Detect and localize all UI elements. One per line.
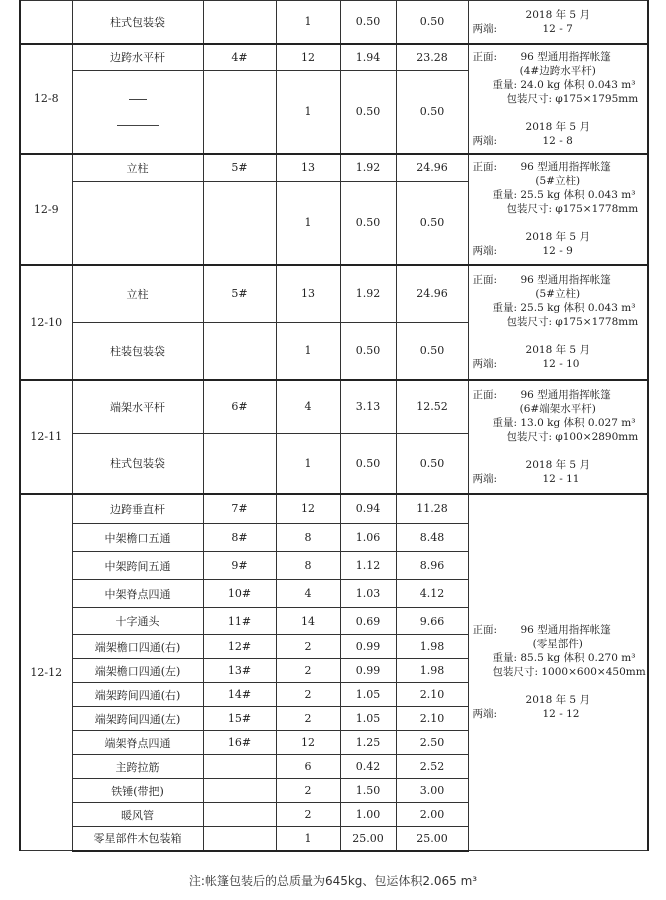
total-weight-cell: 24.96: [396, 154, 468, 182]
table-row: [20, 1, 648, 44]
label-info-cell: [468, 380, 648, 494]
unit-weight-cell: 0.50: [340, 323, 396, 380]
qty-cell: 2: [276, 707, 340, 731]
part-no-cell: [203, 323, 276, 380]
label-weight: 重量: 24.0 kg 体积 0.043 m³: [492, 78, 636, 91]
qty-cell: 13: [276, 154, 340, 182]
group-code-cell: 12-11: [20, 380, 72, 494]
total-weight-cell: 8.48: [396, 524, 468, 552]
label-info-cell: [468, 44, 648, 154]
label-size: 包装尺寸: φ175×1778mm: [506, 203, 639, 215]
footnote: 注:帐篷包装后的总质量为645kg、包运体积2.065 m³: [188, 874, 478, 888]
part-no-cell: 6#: [203, 380, 276, 434]
label-info-cell: [468, 154, 648, 265]
packing-list-table: [19, 0, 649, 852]
part-name-cell: [72, 71, 203, 154]
qty-cell: 2: [276, 779, 340, 803]
qty-cell: 4: [276, 380, 340, 434]
part-name-cell: 端架檐口四通(左): [72, 659, 203, 683]
total-weight-cell: 2.10: [396, 683, 468, 707]
qty-cell: 13: [276, 265, 340, 323]
part-no-cell: 5#: [203, 154, 276, 182]
unit-weight-cell: 1.00: [340, 803, 396, 827]
label-date: 2018 年 5 月: [525, 344, 590, 356]
qty-cell: 2: [276, 803, 340, 827]
qty-cell: 8: [276, 552, 340, 580]
qty-cell: 2: [276, 659, 340, 683]
group-code-cell: 12-9: [20, 154, 72, 265]
qty-cell: 1: [276, 1, 340, 44]
total-weight-cell: 23.28: [396, 44, 468, 71]
part-name-cell: 柱式包装袋: [72, 434, 203, 494]
part-name-cell: 主跨拉筋: [72, 755, 203, 779]
qty-cell: 1: [276, 71, 340, 154]
total-weight-cell: 24.96: [396, 265, 468, 323]
unit-weight-cell: 1.05: [340, 683, 396, 707]
part-name-cell: 柱装包装袋: [72, 323, 203, 380]
part-no-cell: [203, 434, 276, 494]
part-no-cell: [203, 803, 276, 827]
part-no-cell: 11#: [203, 608, 276, 635]
qty-cell: 1: [276, 323, 340, 380]
part-name-cell: 立柱: [72, 265, 203, 323]
label-date: 2018 年 5 月: [525, 458, 590, 471]
total-weight-cell: 2.00: [396, 803, 468, 827]
unit-weight-cell: 1.92: [340, 265, 396, 323]
unit-weight-cell: 0.94: [340, 494, 396, 524]
front-label: 正面:: [472, 388, 498, 401]
total-weight-cell: 2.52: [396, 755, 468, 779]
front-label: 正面:: [472, 161, 498, 173]
part-name-cell: 端架跨间四通(左): [72, 707, 203, 731]
table-row: [20, 265, 648, 323]
unit-weight-cell: 3.13: [340, 380, 396, 434]
part-no-cell: 5#: [203, 265, 276, 323]
front-label: 正面:: [472, 624, 498, 637]
total-weight-cell: 25.00: [396, 827, 468, 851]
part-name-cell: 十字通头: [72, 608, 203, 635]
part-name-cell: 边跨垂直杆: [72, 494, 203, 524]
label-size: 包装尺寸: φ175×1778mm: [506, 316, 639, 328]
part-name-cell: 中架跨间五通: [72, 552, 203, 580]
total-weight-cell: 0.50: [396, 71, 468, 154]
label-subtitle: (6#端架水平杆): [519, 402, 596, 415]
part-symbol-icon: [117, 92, 159, 131]
unit-weight-cell: 0.50: [340, 182, 396, 265]
unit-weight-cell: 1.50: [340, 779, 396, 803]
label-weight: 重量: 25.5 kg 体积 0.043 m³: [492, 302, 636, 314]
part-no-cell: 10#: [203, 580, 276, 608]
label-date: 2018 年 5 月: [525, 120, 590, 133]
ends-code: 12 - 7: [542, 22, 573, 35]
label-size: 包装尺寸: 1000×600×450mm: [492, 666, 646, 679]
label-title: 96 型通用指挥帐篷: [520, 274, 611, 286]
part-name-cell: [72, 182, 203, 265]
part-no-cell: [203, 71, 276, 154]
label-weight: 重量: 85.5 kg 体积 0.270 m³: [492, 652, 636, 665]
unit-weight-cell: 1.12: [340, 552, 396, 580]
part-no-cell: 13#: [203, 659, 276, 683]
label-subtitle: (5#立柱): [535, 175, 581, 187]
part-name-cell: 中架脊点四通: [72, 580, 203, 608]
label-weight: 重量: 13.0 kg 体积 0.027 m³: [492, 416, 636, 429]
part-no-cell: 12#: [203, 635, 276, 659]
group-code-cell: 12-12: [20, 494, 72, 851]
unit-weight-cell: 0.50: [340, 71, 396, 154]
ends-code: 12 - 8: [542, 134, 573, 147]
total-weight-cell: 0.50: [396, 434, 468, 494]
total-weight-cell: 0.50: [396, 1, 468, 44]
label-info-cell: [468, 494, 648, 851]
label-title: 96 型通用指挥帐篷: [520, 161, 611, 173]
group-12-12-rows: [20, 494, 648, 851]
label-info-cell: [468, 1, 648, 44]
qty-cell: 1: [276, 434, 340, 494]
total-weight-cell: 0.50: [396, 182, 468, 265]
ends-label: 两端:: [472, 245, 498, 257]
qty-cell: 12: [276, 494, 340, 524]
part-no-cell: [203, 1, 276, 44]
label-size: 包装尺寸: φ100×2890mm: [506, 430, 639, 443]
qty-cell: 1: [276, 827, 340, 851]
total-weight-cell: 8.96: [396, 552, 468, 580]
unit-weight-cell: 1.06: [340, 524, 396, 552]
part-no-cell: [203, 755, 276, 779]
part-no-cell: [203, 827, 276, 851]
front-label: 正面:: [472, 50, 498, 63]
label-subtitle: (4#边跨水平杆): [519, 64, 596, 77]
unit-weight-cell: 0.50: [340, 434, 396, 494]
total-weight-cell: 12.52: [396, 380, 468, 434]
part-name-cell: 柱式包装袋: [72, 1, 203, 44]
label-subtitle: (5#立柱): [535, 288, 581, 300]
part-no-cell: 14#: [203, 683, 276, 707]
ends-label: 两端:: [472, 708, 498, 721]
unit-weight-cell: 25.00: [340, 827, 396, 851]
packing-list-sheet: [19, 0, 647, 852]
unit-weight-cell: 1.92: [340, 154, 396, 182]
unit-weight-cell: 0.50: [340, 1, 396, 44]
total-weight-cell: 1.98: [396, 635, 468, 659]
ends-code: 12 - 11: [542, 472, 580, 485]
qty-cell: 14: [276, 608, 340, 635]
part-name-cell: 边跨水平杆: [72, 44, 203, 71]
part-name-cell: 端架檐口四通(右): [72, 635, 203, 659]
total-weight-cell: 2.10: [396, 707, 468, 731]
qty-cell: 12: [276, 44, 340, 71]
part-no-cell: [203, 182, 276, 265]
total-weight-cell: 4.12: [396, 580, 468, 608]
ends-label: 两端:: [472, 134, 498, 147]
qty-cell: 4: [276, 580, 340, 608]
unit-weight-cell: 1.03: [340, 580, 396, 608]
ends-code: 12 - 9: [542, 245, 573, 257]
total-weight-cell: 2.50: [396, 731, 468, 755]
total-weight-cell: 1.98: [396, 659, 468, 683]
label-date: 2018 年 5 月: [525, 231, 590, 243]
part-name-cell: 端架水平杆: [72, 380, 203, 434]
table-row: [20, 494, 648, 524]
total-weight-cell: 0.50: [396, 323, 468, 380]
label-weight: 重量: 25.5 kg 体积 0.043 m³: [492, 189, 636, 201]
table-row: [20, 44, 648, 71]
unit-weight-cell: 0.69: [340, 608, 396, 635]
label-title: 96 型通用指挥帐篷: [520, 624, 611, 637]
table-row: [20, 380, 648, 434]
ends-code: 12 - 12: [542, 708, 580, 721]
part-no-cell: 15#: [203, 707, 276, 731]
qty-cell: 6: [276, 755, 340, 779]
unit-weight-cell: 1.94: [340, 44, 396, 71]
label-date: 2018 年 5 月: [525, 8, 590, 21]
unit-weight-cell: 0.42: [340, 755, 396, 779]
qty-cell: 1: [276, 182, 340, 265]
label-date: 2018 年 5 月: [525, 694, 590, 707]
part-no-cell: 9#: [203, 552, 276, 580]
label-subtitle: (零星部件): [532, 638, 583, 651]
front-label: 正面:: [472, 274, 498, 286]
total-weight-cell: 11.28: [396, 494, 468, 524]
part-name-cell: 零星部件木包装箱: [72, 827, 203, 851]
part-name-cell: 端架跨间四通(右): [72, 683, 203, 707]
group-code-cell: [20, 1, 72, 44]
part-name-cell: 暖风管: [72, 803, 203, 827]
part-no-cell: 8#: [203, 524, 276, 552]
total-weight-cell: 3.00: [396, 779, 468, 803]
part-name-cell: 立柱: [72, 154, 203, 182]
qty-cell: 2: [276, 683, 340, 707]
part-name-cell: 端架脊点四通: [72, 731, 203, 755]
part-no-cell: 7#: [203, 494, 276, 524]
qty-cell: 12: [276, 731, 340, 755]
unit-weight-cell: 0.99: [340, 659, 396, 683]
ends-code: 12 - 10: [542, 358, 580, 370]
qty-cell: 2: [276, 635, 340, 659]
group-code-cell: 12-10: [20, 265, 72, 380]
unit-weight-cell: 0.99: [340, 635, 396, 659]
part-no-cell: [203, 779, 276, 803]
label-size: 包装尺寸: φ175×1795mm: [506, 92, 639, 105]
table-row: [20, 154, 648, 182]
label-title: 96 型通用指挥帐篷: [520, 50, 611, 63]
qty-cell: 8: [276, 524, 340, 552]
unit-weight-cell: 1.05: [340, 707, 396, 731]
total-weight-cell: 9.66: [396, 608, 468, 635]
ends-label: 两端:: [472, 472, 498, 485]
group-code-cell: 12-8: [20, 44, 72, 154]
label-title: 96 型通用指挥帐篷: [520, 388, 611, 401]
ends-label: 两端:: [472, 22, 498, 35]
part-no-cell: 16#: [203, 731, 276, 755]
part-no-cell: 4#: [203, 44, 276, 71]
part-name-cell: 中架檐口五通: [72, 524, 203, 552]
unit-weight-cell: 1.25: [340, 731, 396, 755]
label-info-cell: [468, 265, 648, 380]
ends-label: 两端:: [472, 358, 498, 370]
part-name-cell: 铁锤(带把): [72, 779, 203, 803]
